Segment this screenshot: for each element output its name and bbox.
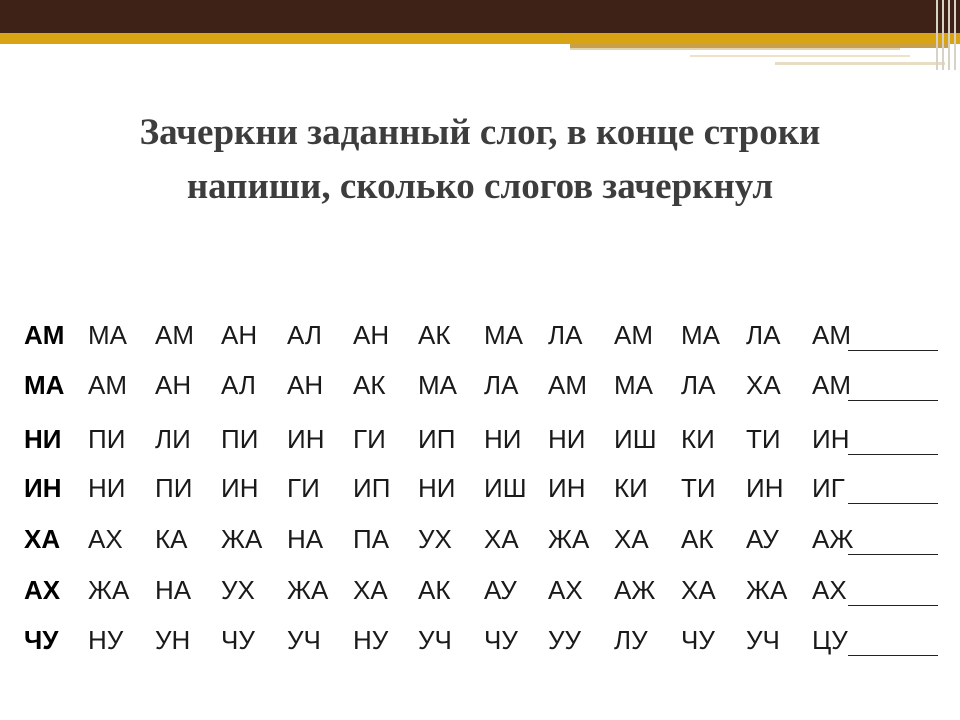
syllable-cell[interactable]: УХ (418, 524, 452, 554)
answer-line[interactable] (848, 400, 938, 401)
target-syllable: МА (24, 370, 65, 400)
syllable-cell[interactable]: КИ (614, 473, 648, 503)
syllable-cell[interactable]: АК (418, 575, 451, 605)
syllable-cell[interactable]: ПИ (155, 473, 193, 503)
syllable-cell[interactable]: АМ (88, 370, 127, 400)
syllable-cell[interactable]: АН (155, 370, 192, 400)
syllable-cell[interactable]: ИГ (812, 473, 845, 503)
syllable-cell[interactable]: ЦУ (812, 625, 848, 655)
syllable-cell[interactable]: АН (287, 370, 324, 400)
syllable-cell[interactable]: АК (418, 320, 451, 350)
syllable-cell[interactable]: НИ (418, 473, 456, 503)
syllable-cell[interactable]: НУ (353, 625, 389, 655)
syllable-cell[interactable]: АУ (746, 524, 779, 554)
syllable-cell[interactable]: ПИ (88, 424, 126, 454)
syllable-cell[interactable]: ЖА (287, 575, 329, 605)
answer-line[interactable] (848, 503, 938, 504)
syllable-cell[interactable]: ХА (614, 524, 649, 554)
syllable-cell[interactable]: АМ (812, 320, 851, 350)
syllable-cell[interactable]: НИ (548, 424, 586, 454)
syllable-cell[interactable]: ЛА (484, 370, 519, 400)
target-syllable: ЧУ (24, 625, 59, 655)
syllable-cell[interactable]: АН (221, 320, 258, 350)
syllable-cell[interactable]: АН (353, 320, 390, 350)
syllable-cell[interactable]: ЧУ (221, 625, 255, 655)
syllable-cell[interactable]: ТИ (746, 424, 781, 454)
syllable-cell[interactable]: ГИ (353, 424, 386, 454)
syllable-cell[interactable]: АМ (812, 370, 851, 400)
syllable-cell[interactable]: АМ (155, 320, 194, 350)
syllable-cell[interactable]: ЖА (88, 575, 130, 605)
syllable-cell[interactable]: ХА (681, 575, 716, 605)
syllable-cell[interactable]: НУ (88, 625, 124, 655)
syllable-cell[interactable]: ХА (353, 575, 388, 605)
syllable-cell[interactable]: ИН (812, 424, 850, 454)
syllable-cell[interactable]: НА (287, 524, 324, 554)
syllable-cell[interactable]: ХА (484, 524, 519, 554)
syllable-cell[interactable]: ЖА (548, 524, 590, 554)
syllable-cell[interactable]: АХ (88, 524, 123, 554)
syllable-cell[interactable]: ГИ (287, 473, 320, 503)
syllable-cell[interactable]: УЧ (746, 625, 780, 655)
syllable-cell[interactable]: ЖА (746, 575, 788, 605)
syllable-cell[interactable]: ХА (746, 370, 781, 400)
syllable-cell[interactable]: МА (88, 320, 127, 350)
syllable-cell[interactable]: НИ (88, 473, 126, 503)
syllable-cell[interactable]: КИ (681, 424, 715, 454)
title-line-2: напиши, сколько слогов зачеркнул (186, 166, 774, 207)
syllable-cell[interactable]: ИН (287, 424, 325, 454)
title-line-1: Зачеркни заданный слог, в конце строки (139, 112, 821, 153)
target-syllable: АМ (24, 320, 65, 350)
syllable-cell[interactable]: АК (353, 370, 386, 400)
target-syllable: НИ (24, 424, 62, 454)
syllable-cell[interactable]: ИШ (614, 424, 657, 454)
syllable-cell[interactable]: ИШ (484, 473, 527, 503)
syllable-cell[interactable]: ЛА (548, 320, 583, 350)
syllable-cell[interactable]: АЛ (221, 370, 256, 400)
target-syllable: ИН (24, 473, 62, 503)
syllable-cell[interactable]: АЛ (287, 320, 322, 350)
syllable-cell[interactable]: ТИ (681, 473, 716, 503)
syllable-cell[interactable]: ПИ (221, 424, 259, 454)
syllable-cell[interactable]: МА (614, 370, 653, 400)
syllable-cell[interactable]: МА (484, 320, 523, 350)
syllable-cell[interactable]: МА (418, 370, 457, 400)
syllable-cell[interactable]: НА (155, 575, 192, 605)
syllable-cell[interactable]: ЛА (746, 320, 781, 350)
syllable-cell[interactable]: НИ (484, 424, 522, 454)
syllable-cell[interactable]: ЛУ (614, 625, 648, 655)
syllable-cell[interactable]: АМ (614, 320, 653, 350)
syllable-cell[interactable]: АМ (548, 370, 587, 400)
syllable-cell[interactable]: АК (681, 524, 714, 554)
syllable-cell[interactable]: ЧУ (484, 625, 518, 655)
syllable-cell[interactable]: АЖ (812, 524, 854, 554)
syllable-cell[interactable]: ПА (353, 524, 390, 554)
syllable-cell[interactable]: УН (155, 625, 191, 655)
syllable-cell[interactable]: УЧ (287, 625, 321, 655)
syllable-cell[interactable]: УХ (221, 575, 255, 605)
syllable-cell[interactable]: МА (681, 320, 720, 350)
syllable-cell[interactable]: АХ (812, 575, 847, 605)
syllable-cell[interactable]: ИП (353, 473, 391, 503)
syllable-cell[interactable]: АУ (484, 575, 517, 605)
answer-line[interactable] (848, 605, 938, 606)
syllable-cell[interactable]: УЧ (418, 625, 452, 655)
syllable-cell[interactable]: ЛИ (155, 424, 191, 454)
syllable-cell[interactable]: КА (155, 524, 188, 554)
syllable-cell[interactable]: АЖ (614, 575, 656, 605)
target-syllable: ХА (24, 524, 61, 554)
syllable-cell[interactable]: ЧУ (681, 625, 715, 655)
answer-line[interactable] (848, 554, 938, 555)
syllable-cell[interactable]: ЖА (221, 524, 263, 554)
syllable-cell[interactable]: ИН (746, 473, 784, 503)
syllable-cell[interactable]: ИН (221, 473, 259, 503)
syllable-cell[interactable]: ЛА (681, 370, 716, 400)
syllable-cell[interactable]: АХ (548, 575, 583, 605)
answer-line[interactable] (848, 350, 938, 351)
syllable-cell[interactable]: ИН (548, 473, 586, 503)
answer-line[interactable] (848, 454, 938, 455)
syllable-cell[interactable]: УУ (548, 625, 582, 655)
answer-line[interactable] (848, 655, 938, 656)
syllable-cell[interactable]: ИП (418, 424, 456, 454)
target-syllable: АХ (24, 575, 61, 605)
